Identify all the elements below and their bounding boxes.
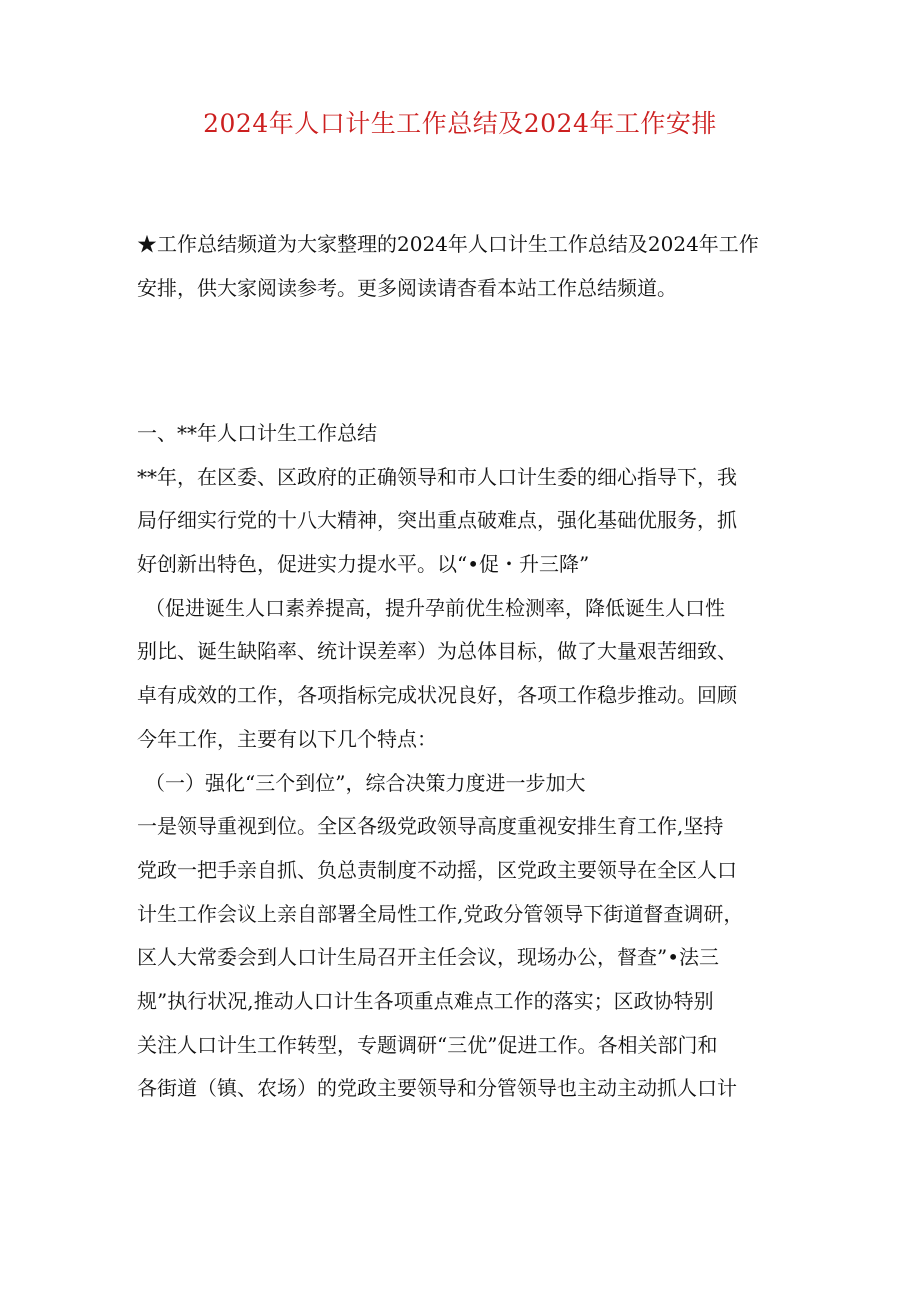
body-line: （促进诞生人口素养提高，提升孕前优生检测率，降低诞生人口性 xyxy=(145,595,725,620)
document-title: 2024年人口计生工作总结及2024年工作安排 xyxy=(203,109,717,138)
body-line: 局仔细实行党的十八大精神，突出重点破难点，强化基础优服务，抓 xyxy=(137,508,737,533)
body-line: 卓有成效的工作，各项指标完成状况良好，各项工作稳步推动。回顾 xyxy=(137,683,737,708)
section-heading: 一、**年人口计生工作总结 xyxy=(137,421,377,445)
intro-line: ★工作总结频道为大家整理的2024年人口计生工作总结及2024年工作 xyxy=(137,232,759,256)
body-line: 规”执行状况,推动人口计生各项重点难点工作的落实；区政协特别 xyxy=(137,988,714,1013)
body-line: 关注人口计生工作转型，专题调研“三优”促进工作。各相关部门和 xyxy=(137,1032,718,1057)
body-line: 党政一把手亲自抓、负总责制度不动摇，区党政主要领导在全区人口 xyxy=(137,857,737,882)
body-line: 区人大常委会到人口计生局召开主任会议，现场办公，督查”•法三 xyxy=(137,945,720,970)
intro-line: 安排，供大家阅读参考。更多阅读请杳看本站工作总结频道。 xyxy=(137,276,677,300)
subsection-heading: （一）强化“三个到位”，综合决策力度进一步加大 xyxy=(145,770,586,795)
body-text xyxy=(137,412,797,1111)
body-line: 好创新出特色，促进实力提水平。以“•促・升三降” xyxy=(137,552,590,577)
body-line: 今年工作，主要有以下几个特点： xyxy=(137,726,437,751)
body-line: 各街道（镇、农场）的党政主要领导和分管领导也主动主动抓人口计 xyxy=(137,1076,737,1101)
intro-paragraph xyxy=(137,222,797,310)
body-line: 计生工作会议上亲自部署全局性工作,党政分管领导下街道督查调研， xyxy=(137,901,744,926)
body-line: 一是领导重视到位。全区各级党政领导高度重视安排生育工作,坚持 xyxy=(137,814,724,839)
body-line: **年，在区委、区政府的正确领导和市人口计生委的细心指导下，我 xyxy=(137,464,737,489)
body-line: 别比、诞生缺陷率、统计误差率）为总体目标，做了大量艰苦细致、 xyxy=(137,639,737,664)
